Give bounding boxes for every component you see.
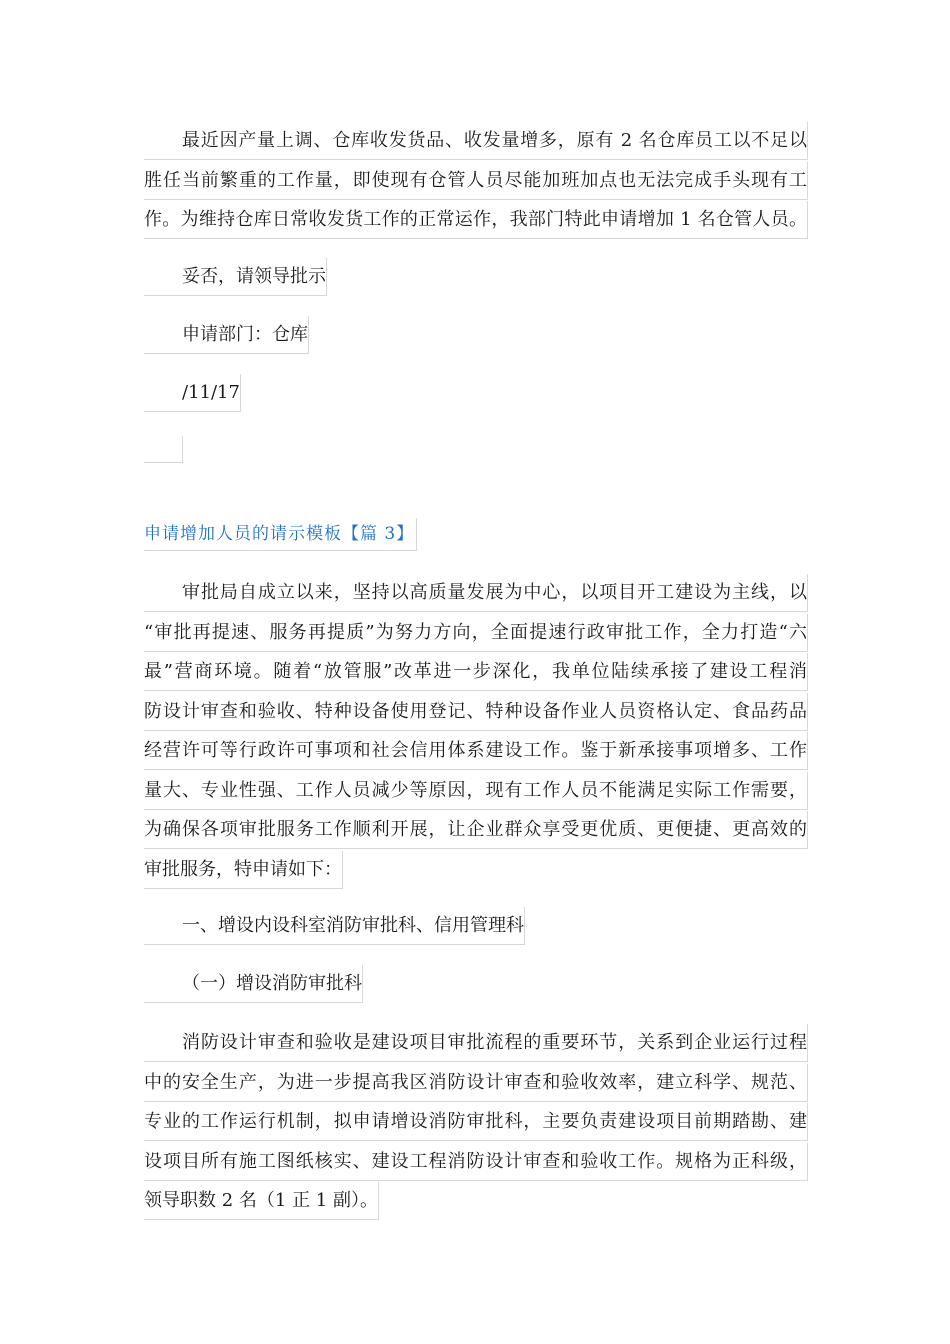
sub-item-heading: （一）增设消防审批科 bbox=[144, 965, 808, 1005]
section-heading: 申请增加人员的请示模板【篇 3】 bbox=[144, 518, 417, 551]
department-line: 申请部门：仓库 bbox=[144, 316, 808, 356]
fire-paragraph: 消防设计审查和验收是建设项目审批流程的重要环节，关系到企业运行过程 中的安全生产，为进一步提高我区消防设计审查和验收效率，建立科学、规范、 专业的工作运行机制，拟申请增设消防审批科，主要负责建设项目前期踏勘、建 设项目所有施工图纸核实、建设工程消防设计审查和验收工作。规格为正科级， 领导职数 2 名（1 正 1 副）。 bbox=[144, 1024, 808, 1222]
empty-line bbox=[144, 436, 183, 463]
intro-paragraph bbox=[144, 122, 808, 241]
body-paragraph: 审批局自成立以来，坚持以高质量发展为中心，以项目开工建设为主线，以 “审批再提速、服务再提质”为努力方向，全面提速行政审批工作，全力打造“六 最”营商环境。随着“放管服”改革进一步深化，我单位陆续承接了建设工程消 防设计审查和验收、特种设备使用登记、特种设备作业人员资格认定、食品药品 经营许可等行政许可事项和社会信用体系建设工作。鉴于新承接事项增多、工作 量大、专业性强、工作人员减少等原因，现有工作人员不能满足实际工作需要， 为确保各项审批服务工作顺利开展，让企业群众享受更优质、更便捷、更高效的 审批服务，特申请如下： bbox=[144, 574, 808, 890]
item-heading: 一、增设内设科室消防审批科、信用管理科 bbox=[144, 907, 808, 947]
paragraph-line: 最近因产量上调、仓库收发货品、收发量增多，原有 2 名仓库员工以不足以 bbox=[144, 122, 808, 162]
paragraph-line: 作。为维持仓库日常收发货工作的正常运作，我部门特此申请增加 1 名仓管人员。 bbox=[144, 201, 808, 241]
paragraph-line: 胜任当前繁重的工作量，即使现有仓管人员尽能加班加点也无法完成手头现有工 bbox=[144, 162, 808, 202]
date-line: /11/17 bbox=[144, 374, 808, 414]
closing-line: 妥否，请领导批示 bbox=[144, 258, 808, 298]
